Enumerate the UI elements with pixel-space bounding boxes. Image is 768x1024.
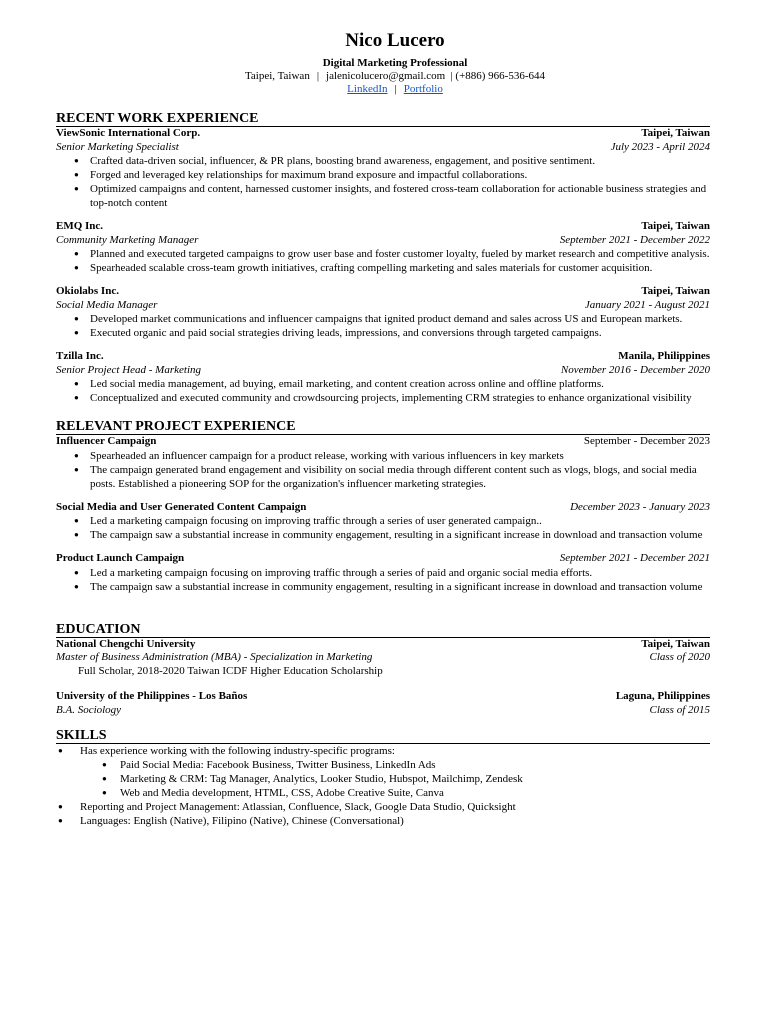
education-entry — [56, 638, 710, 679]
job-location: Taipei, Taiwan — [641, 285, 710, 297]
job-bullet: ● Executed organic and paid social strategies driving leads, impressions, and conversions through targeted campaigns. — [90, 326, 710, 340]
project-bullet: ● The campaign generated brand engagement and visibility on social media through different content such as vlogs, blogs, and social media posts. Established a pioneering SOP for the organization's influencer marketing strategies. — [90, 463, 710, 491]
job-location: Taipei, Taiwan — [641, 220, 710, 232]
linkedin-link[interactable]: LinkedIn — [347, 83, 388, 95]
job-bullet: ● Planned and executed targeted campaigns to grow user base and foster customer loyalty, fueled by market research and competitive analysis. — [90, 247, 710, 261]
section-heading-projects: RELEVANT PROJECT EXPERIENCE — [56, 419, 710, 435]
job-location: Manila, Philippines — [618, 350, 710, 362]
job-role: Social Media Manager — [56, 298, 158, 311]
company-name: ViewSonic International Corp. — [56, 127, 201, 139]
portfolio-link[interactable]: Portfolio — [403, 83, 443, 95]
project-bullet: ● The campaign saw a substantial increase in community engagement, resulting in a significant increase in download and transaction volume — [90, 580, 710, 594]
job-bullet: ● Conceptualized and executed community and crowdsourcing projects, implementing CRM strategies to enhance organizational visibility — [90, 391, 710, 405]
job-role: Community Marketing Manager — [56, 233, 199, 246]
project-entry — [56, 501, 710, 543]
job-dates: July 2023 - April 2024 — [610, 140, 710, 153]
contact-phone: (+886) 966-536-644 — [455, 70, 546, 82]
project-bullet: ● Led a marketing campaign focusing on improving traffic through a series of user generated campaign.. — [90, 514, 710, 528]
company-name: Tzilla Inc. — [56, 350, 104, 362]
project-dates: September - December 2023 — [583, 435, 710, 447]
job-dates: September 2021 - December 2022 — [559, 233, 710, 246]
contact-separator: | — [316, 70, 320, 82]
skills-intro: Has experience working with the following industry-specific programs: — [80, 745, 395, 757]
skills-list — [56, 744, 710, 828]
education-entry — [56, 690, 710, 717]
professional-title: Digital Marketing Professional — [322, 57, 468, 69]
graduation-class: Class of 2020 — [649, 651, 710, 663]
contact-location: Taipei, Taiwan — [244, 70, 310, 82]
work-entry — [56, 350, 710, 405]
job-bullet: ● Crafted data-driven social, influencer, & PR plans, boosting brand awareness, engagement, and positive sentiment. — [90, 154, 710, 168]
resume-page — [56, 30, 710, 828]
job-bullet: ● Led social media management, ad buying, email marketing, and content creation across online and offline platforms. — [90, 377, 710, 391]
contact-line — [80, 70, 710, 83]
scholarship-note: Full Scholar, 2018-2020 Taiwan ICDF Higher Education Scholarship — [78, 664, 383, 677]
project-entry — [56, 435, 710, 491]
work-entry — [56, 220, 710, 275]
program-item: ● Marketing & CRM: Tag Manager, Analytics, Looker Studio, Hubspot, Mailchimp, Zendesk — [120, 772, 710, 786]
contact-separator: | — [450, 70, 453, 82]
job-dates: November 2016 - December 2020 — [560, 363, 710, 376]
school-name: University of the Philippines - Los Baños — [56, 690, 248, 702]
job-role: Senior Marketing Specialist — [56, 140, 179, 153]
project-name: Social Media and User Generated Content Campaign — [56, 500, 307, 513]
section-heading-education: EDUCATION — [56, 622, 710, 638]
project-bullet: ● The campaign saw a substantial increase in community engagement, resulting in a significant increase in download and transaction volume — [90, 528, 710, 542]
project-dates: September 2021 - December 2021 — [559, 552, 710, 564]
work-entry — [56, 127, 710, 210]
graduation-class: Class of 2015 — [649, 703, 710, 716]
project-bullet: ● Led a marketing campaign focusing on improving traffic through a series of paid and organic social media efforts. — [90, 566, 710, 580]
school-location: Taipei, Taiwan — [641, 637, 710, 650]
skills-item: ● Languages: English (Native), Filipino (Native), Chinese (Conversational) — [80, 814, 710, 828]
project-name: Influencer Campaign — [56, 435, 157, 447]
company-name: Okiolabs Inc. — [56, 285, 119, 297]
job-dates: January 2021 - August 2021 — [584, 298, 710, 311]
profile-links — [80, 83, 710, 96]
contact-email: jalenicolucero@gmail.com — [326, 70, 446, 82]
programs-list — [80, 758, 710, 800]
skills-item: ● Reporting and Project Management: Atlassian, Confluence, Slack, Google Data Studio, Quicksight — [80, 800, 710, 814]
job-bullet: ● Forged and leveraged key relationships for maximum brand exposure and impactful collaborations. — [90, 168, 710, 182]
company-name: EMQ Inc. — [56, 220, 104, 232]
project-name: Product Launch Campaign — [56, 552, 185, 564]
project-bullet: ● Spearheaded an influencer campaign for a product release, working with various influencers in key markets — [90, 449, 710, 463]
program-item: ● Web and Media development, HTML, CSS, Adobe Creative Suite, Canva — [120, 786, 710, 800]
project-dates: December 2023 - January 2023 — [570, 500, 710, 513]
program-item: ● Paid Social Media: Facebook Business, Twitter Business, LinkedIn Ads — [120, 758, 710, 772]
job-bullet: ● Spearheaded scalable cross-team growth initiatives, crafting compelling marketing and sales materials for customer acquisition. — [90, 261, 710, 275]
school-name: National Chengchi University — [56, 637, 196, 650]
job-bullet: ● Developed market communications and influencer campaigns that ignited product demand and sales across US and European markets. — [90, 312, 710, 326]
job-bullet: ● Optimized campaigns and content, harnessed customer insights, and fostered cross-team collaboration for actionable business strategies and top-notch content — [90, 182, 710, 210]
section-heading-skills: SKILLS — [56, 728, 710, 744]
job-location: Taipei, Taiwan — [641, 127, 710, 139]
degree: Master of Business Administration (MBA) - Specialization in Marketing — [56, 651, 373, 663]
project-entry — [56, 552, 710, 594]
job-role: Senior Project Head - Marketing — [56, 363, 201, 376]
candidate-name: Nico Lucero — [345, 30, 445, 51]
section-heading-work: RECENT WORK EXPERIENCE — [56, 111, 710, 127]
degree: B.A. Sociology — [56, 703, 122, 716]
skills-item — [80, 744, 710, 800]
work-entry — [56, 285, 710, 340]
school-location: Laguna, Philippines — [615, 690, 710, 702]
link-separator: | — [394, 83, 397, 95]
